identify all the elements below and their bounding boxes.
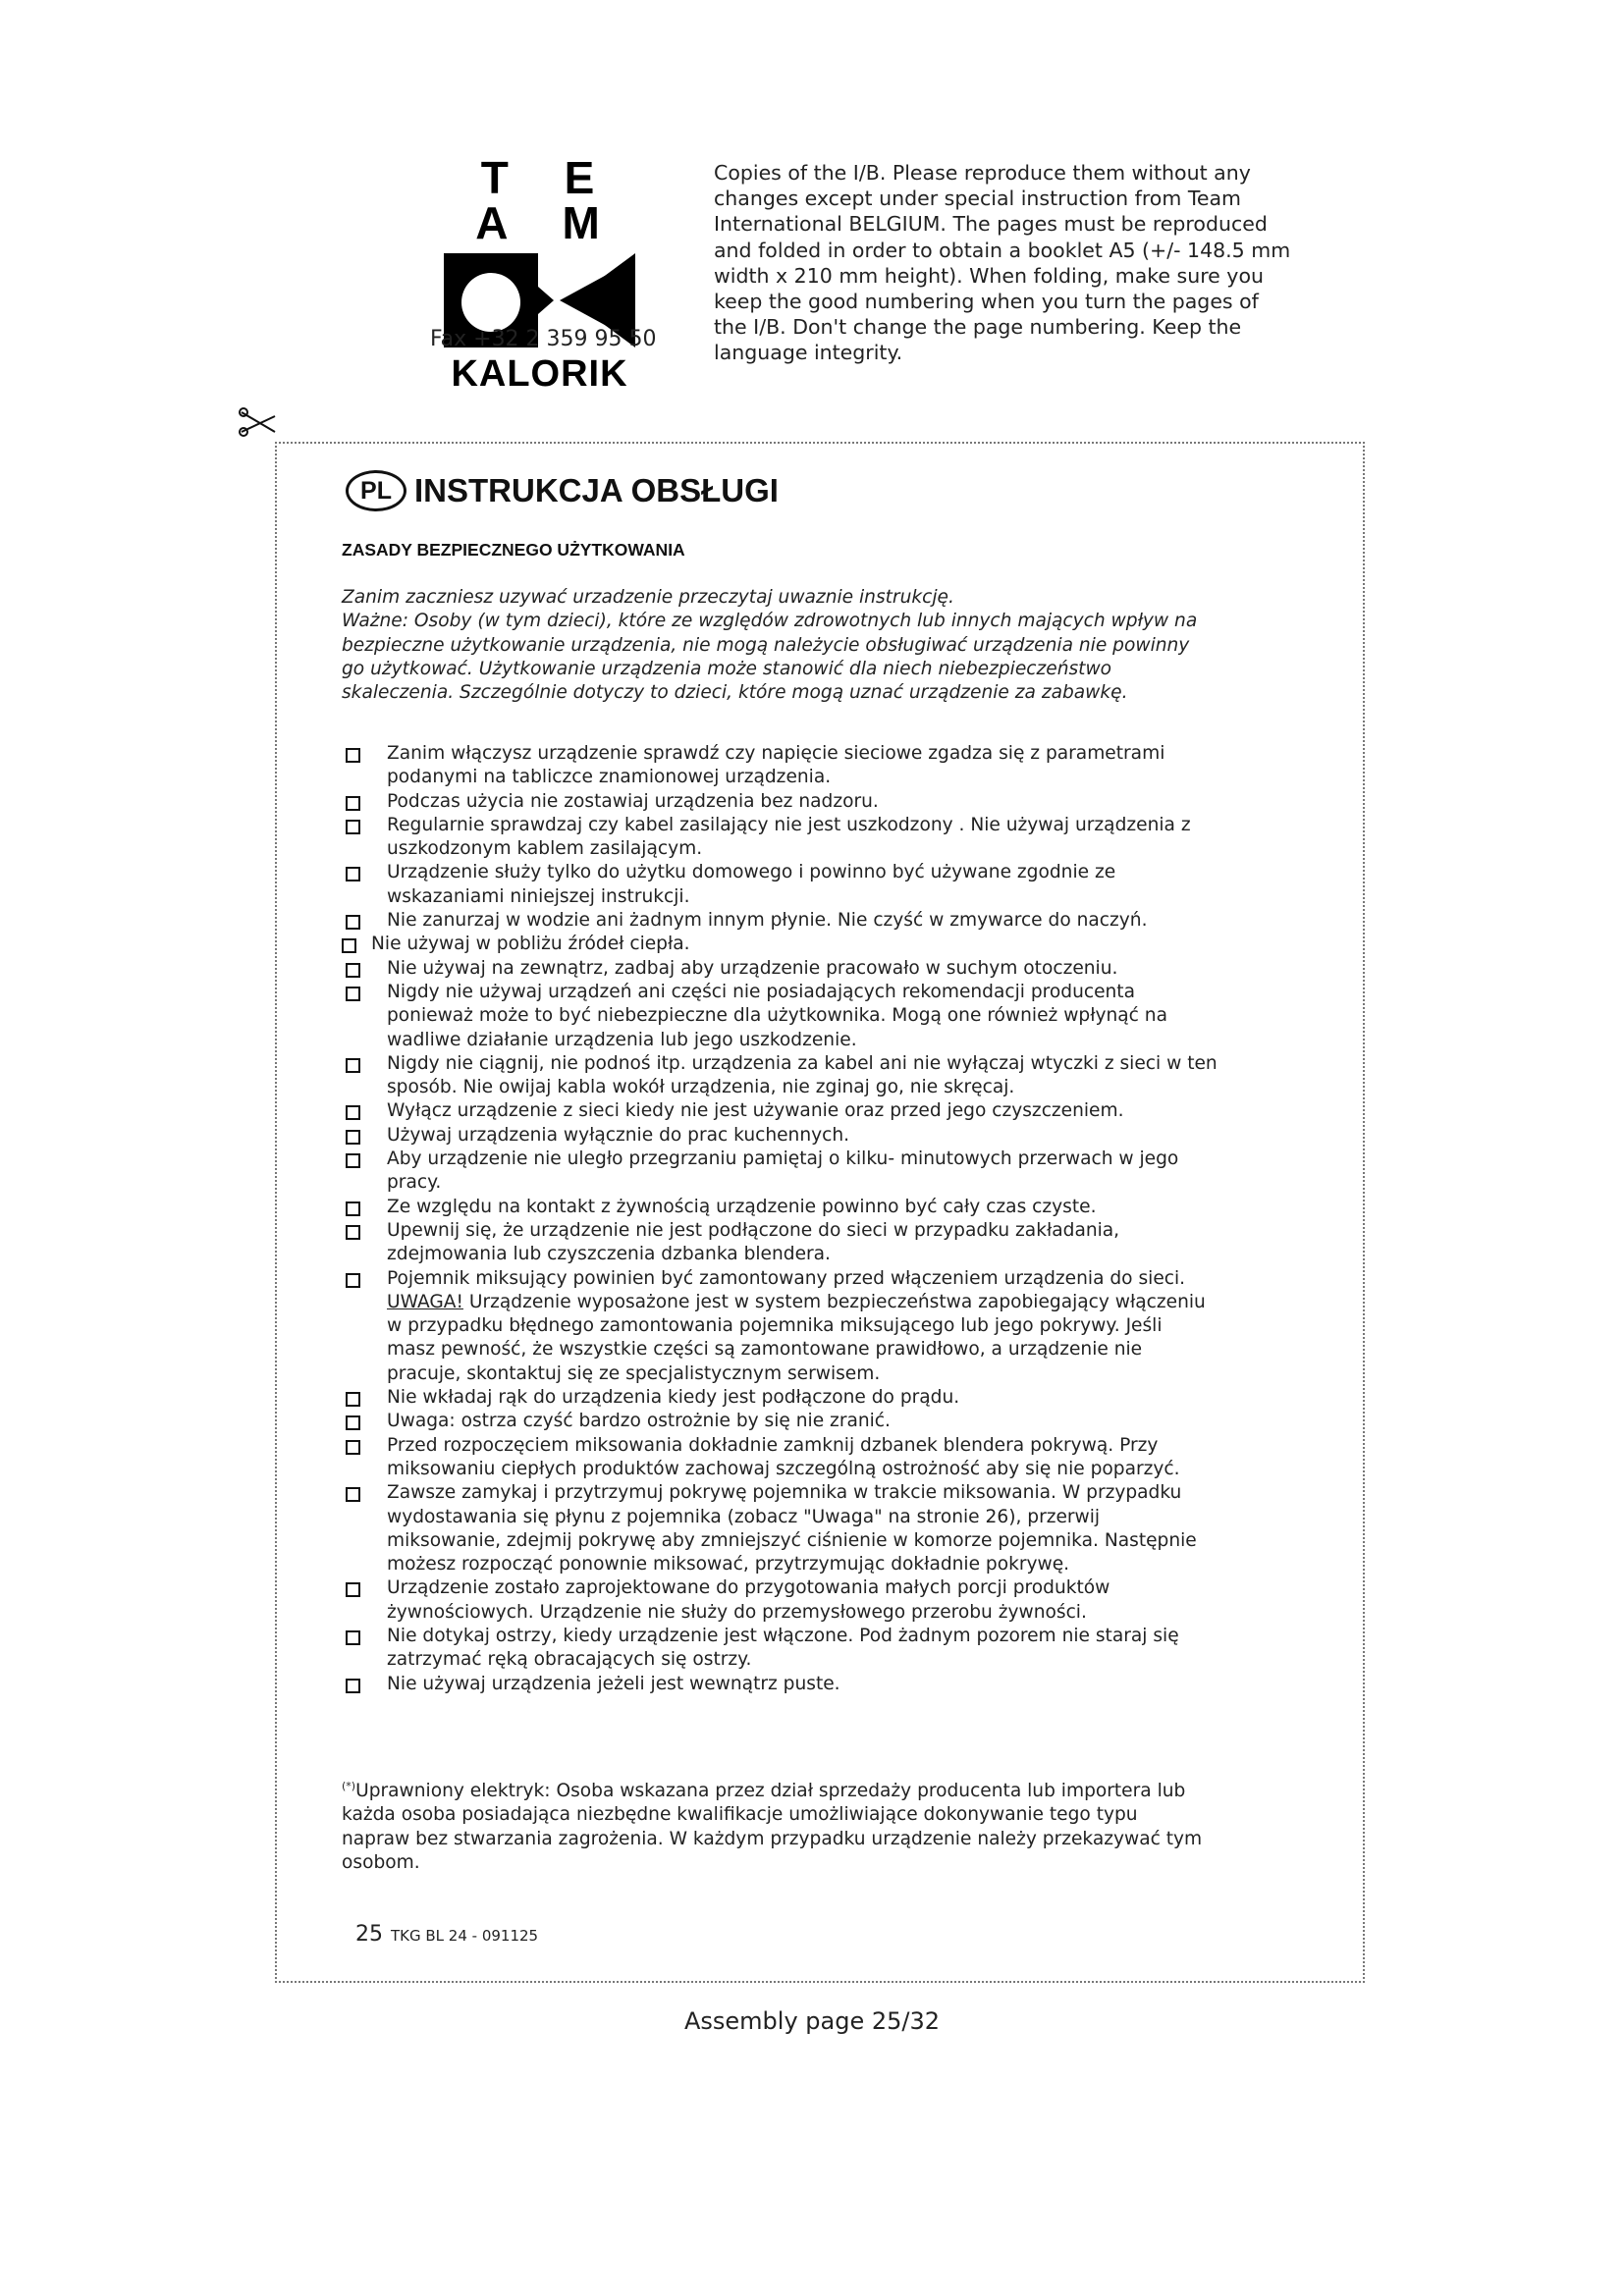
list-item-line: Uwaga: ostrza czyść bardzo ostrożnie by się nie zranić.	[387, 1411, 891, 1432]
copies-line: International BELGIUM. The pages must be reproduced	[714, 212, 1268, 237]
checkbox-bullet-icon	[346, 748, 360, 763]
intro-line: Ważne: Osoby (w tym dzieci), które ze względów zdrowotnych lub innych mających wpływ na	[342, 611, 1198, 632]
checkbox-bullet-icon	[346, 796, 360, 811]
fax-number: Fax +32 2 359 95 50	[430, 327, 657, 351]
uwaga-label: UWAGA!	[387, 1291, 463, 1312]
checkbox-bullet-icon	[346, 1201, 360, 1216]
list-item-line: Nie używaj w pobliżu źródeł ciepła.	[371, 934, 690, 955]
list-item-line: Nie wkładaj rąk do urządzenia kiedy jest podłączone do prądu.	[387, 1387, 960, 1409]
uwaga-text: Urządzenie wyposażone jest w system bezpieczeństwa zapobiegający włączeniu	[462, 1291, 1206, 1312]
footnote-text: Uprawniony elektryk: Osoba wskazana przez dział sprzedaży producenta lub importera lub	[355, 1781, 1186, 1802]
checkbox-bullet-icon	[346, 1273, 360, 1288]
checkbox-bullet-icon	[346, 1630, 360, 1645]
list-item-line: Urządzenie zostało zaprojektowane do przygotowania małych porcji produktów	[387, 1577, 1110, 1599]
footnote-line	[342, 1775, 1314, 1803]
checkbox-bullet-icon	[346, 1440, 360, 1455]
checkbox-bullet-icon	[346, 1392, 360, 1407]
list-item-line: pracuje, skontaktuj się ze specjalistycznym serwisem.	[387, 1362, 881, 1384]
list-item-line: Nigdy nie ciągnij, nie podnoś itp. urządzenia za kabel ani nie wyłączaj wtyczki z sieci w ten	[387, 1052, 1218, 1074]
list-item-line: zdejmowania lub czyszczenia dzbanka blendera.	[387, 1244, 831, 1265]
list-item-line: pracy.	[387, 1172, 442, 1194]
list-item-line: Wyłącz urządzenie z sieci kiedy nie jest używanie oraz przed jego czyszczeniem.	[387, 1100, 1124, 1122]
section-heading: ZASADY BEZPIECZNEGO UŻYTKOWANIA	[342, 540, 685, 560]
list-item	[342, 981, 1324, 1052]
list-item-line: wadliwe działanie urządzenia lub jego uszkodzenie.	[387, 1029, 857, 1050]
list-item	[342, 790, 1324, 814]
checkbox-bullet-icon	[346, 1225, 360, 1240]
page-footer	[355, 1922, 538, 1947]
copies-line: width x 210 mm height). When folding, make sure you	[714, 263, 1264, 288]
list-item-line: Aby urządzenie nie uległo przegrzaniu pamiętaj o kilku- minutowych przerwach w jego	[387, 1148, 1179, 1170]
list-item-line: wydostawania się płynu z pojemnika (zobacz "Uwaga" na stronie 26), przerwij	[387, 1506, 1101, 1527]
list-item	[342, 1148, 1324, 1196]
list-item-line: Pojemnik miksujący powinien być zamontowany przed włączeniem urządzenia do sieci.	[387, 1267, 1186, 1289]
list-item-line: Nigdy nie używaj urządzeń ani części nie posiadających rekomendacji producenta	[387, 981, 1135, 1002]
list-item-line: możesz rozpocząć ponownie miksować, przytrzymując dokładnie pokrywę.	[387, 1554, 1070, 1575]
checkbox-bullet-icon	[346, 1679, 360, 1693]
intro-line: skaleczenia. Szczególnie dotyczy to dzieci, które mogą uznać urządzenie za zabawkę.	[342, 682, 1128, 704]
list-item	[342, 861, 1324, 909]
list-item-line: masz pewność, że wszystkie części są zamontowane prawidłowo, a urządzenie nie	[387, 1339, 1143, 1361]
list-item-line: Podczas użycia nie zostawiaj urządzenia bez nadzoru.	[387, 790, 879, 812]
list-item-line: Zawsze zamykaj i przytrzymuj pokrywę pojemnika w trakcie miksowania. W przypadku	[387, 1482, 1182, 1504]
checkbox-bullet-icon	[346, 1415, 360, 1430]
logo-team-text: T E A M	[475, 152, 622, 248]
uwaga-line	[387, 1291, 1324, 1314]
list-item	[342, 742, 1324, 790]
list-item-line: Nie używaj urządzenia jeżeli jest wewnątrz puste.	[387, 1673, 840, 1694]
list-item	[342, 957, 1324, 981]
list-item-line: w przypadku błędnego zamontowania pojemnika miksującego lub jego pokrywy. Jeśli	[387, 1315, 1163, 1337]
checkbox-bullet-icon	[346, 963, 360, 978]
intro-line: Zanim zaczniesz uzywać urzadzenie przeczytaj uwaznie instrukcję.	[342, 587, 954, 608]
list-item-line: żywnościowych. Urządzenie nie służy do przemysłowego przerobu żywności.	[387, 1601, 1087, 1623]
list-item	[342, 909, 1324, 933]
language-badge: PL	[346, 470, 406, 511]
intro-paragraph	[342, 586, 1304, 705]
logo-brand-text: KALORIK	[451, 353, 628, 395]
list-item-line: Zanim włączysz urządzenie sprawdź czy napięcie sieciowe zgadza się z parametrami	[387, 743, 1165, 764]
page-title-row	[346, 467, 779, 514]
checkbox-bullet-icon	[342, 938, 356, 953]
list-item-line: Regularnie sprawdzaj czy kabel zasilający nie jest uszkodzony . Nie używaj urządzenia z	[387, 814, 1191, 835]
copies-line: changes except under special instruction from Team	[714, 187, 1242, 211]
checkbox-bullet-icon	[346, 1153, 360, 1168]
footnote-mark: (*)	[342, 1780, 356, 1792]
list-item	[342, 1124, 1324, 1148]
list-item	[342, 1099, 1324, 1123]
list-item	[342, 1267, 1324, 1386]
intro-line: go użytkować. Użytkowanie urządzenia może stanowić dla niech niebezpieczeństwo	[342, 658, 1112, 679]
list-item	[342, 814, 1324, 862]
list-item-line: ponieważ może to być niebezpieczne dla użytkownika. Mogą one również wpłynąć na	[387, 1005, 1167, 1027]
list-item	[342, 1410, 1324, 1433]
list-item-line: uszkodzonym kablem zasilającym.	[387, 838, 703, 860]
safety-rules-list	[342, 742, 1324, 1696]
list-item	[342, 1673, 1324, 1696]
checkbox-bullet-icon	[346, 820, 360, 834]
list-item-line: miksowanie, zdejmij pokrywę aby zmniejszyć ciśnienie w komorze pojemnika. Następnie	[387, 1529, 1197, 1551]
list-item-line: Używaj urządzenia wyłącznie do prac kuchennych.	[387, 1124, 850, 1146]
copies-line: and folded in order to obtain a booklet A5 (+/- 148.5 mm	[714, 238, 1291, 262]
list-item-line: Urządzenie służy tylko do użytku domowego i powinno być używane zgodnie ze	[387, 862, 1116, 883]
list-item-line: Upewnij się, że urządzenie nie jest podłączone do sieci w przypadku zakładania,	[387, 1219, 1120, 1241]
list-item-line: sposób. Nie owijaj kabla wokół urządzenia, nie zginaj go, nie skręcaj.	[387, 1077, 1015, 1098]
footnote	[342, 1775, 1314, 1875]
checkbox-bullet-icon	[346, 915, 360, 930]
checkbox-bullet-icon	[346, 987, 360, 1001]
list-item-line: wskazaniami niniejszej instrukcji.	[387, 885, 690, 907]
list-item	[342, 1625, 1324, 1673]
list-item-line: Ze względu na kontakt z żywnością urządzenie powinno być cały czas czyste.	[387, 1196, 1097, 1217]
copies-line: language integrity.	[714, 341, 903, 365]
copies-instructions	[714, 160, 1318, 366]
list-item-line: zatrzymać ręką obracających się ostrzy.	[387, 1649, 752, 1671]
list-item	[342, 933, 1324, 956]
list-item-line: Przed rozpoczęciem miksowania dokładnie zamknij dzbanek blendera pokrywą. Przy	[387, 1434, 1159, 1456]
intro-line: bezpieczne użytkowanie urządzenia, nie mogą należycie obsługiwać urządzenia nie powinny	[342, 634, 1190, 656]
list-item-line: miksowaniu ciepłych produktów zachowaj szczególną ostrożność aby się nie poparzyć.	[387, 1458, 1180, 1479]
list-item	[342, 1052, 1324, 1100]
list-item	[342, 1576, 1324, 1625]
copies-line: Copies of the I/B. Please reproduce them without any	[714, 161, 1251, 185]
checkbox-bullet-icon	[346, 1130, 360, 1145]
checkbox-bullet-icon	[346, 867, 360, 881]
list-item	[342, 1386, 1324, 1410]
document-code: TKG BL 24 - 091125	[391, 1927, 539, 1945]
scissors-icon	[238, 406, 277, 440]
copies-line: keep the good numbering when you turn the pages of	[714, 290, 1259, 314]
list-item	[342, 1481, 1324, 1576]
list-item	[342, 1196, 1324, 1219]
copies-line: the I/B. Don't change the page numbering. Keep the	[714, 315, 1242, 340]
list-item	[342, 1219, 1324, 1267]
list-item	[342, 1434, 1324, 1482]
footnote-line: każda osoba posiadająca niezbędne kwalifikacje umożliwiające dokonywanie tego typu	[342, 1804, 1138, 1826]
list-item-line: Nie dotykaj ostrzy, kiedy urządzenie jest włączone. Pod żadnym pozorem nie staraj się	[387, 1625, 1179, 1646]
page-title: INSTRUKCJA OBSŁUGI	[414, 472, 779, 508]
assembly-page-label: Assembly page 25/32	[683, 2007, 941, 2035]
checkbox-bullet-icon	[346, 1105, 360, 1120]
page-number: 25	[355, 1922, 383, 1947]
list-item-line: Nie używaj na zewnątrz, zadbaj aby urządzenie pracowało w suchym otoczeniu.	[387, 957, 1118, 979]
list-item-line: Nie zanurzaj w wodzie ani żadnym innym płynie. Nie czyść w zmywarce do naczyń.	[387, 910, 1148, 932]
footnote-line: napraw bez stwarzania zagrożenia. W każdym przypadku urządzenie należy przekazywać tym	[342, 1828, 1203, 1849]
checkbox-bullet-icon	[346, 1487, 360, 1502]
list-item-line: podanymi na tabliczce znamionowej urządzenia.	[387, 767, 832, 788]
checkbox-bullet-icon	[346, 1582, 360, 1597]
checkbox-bullet-icon	[346, 1058, 360, 1073]
footnote-line: osobom.	[342, 1852, 420, 1874]
